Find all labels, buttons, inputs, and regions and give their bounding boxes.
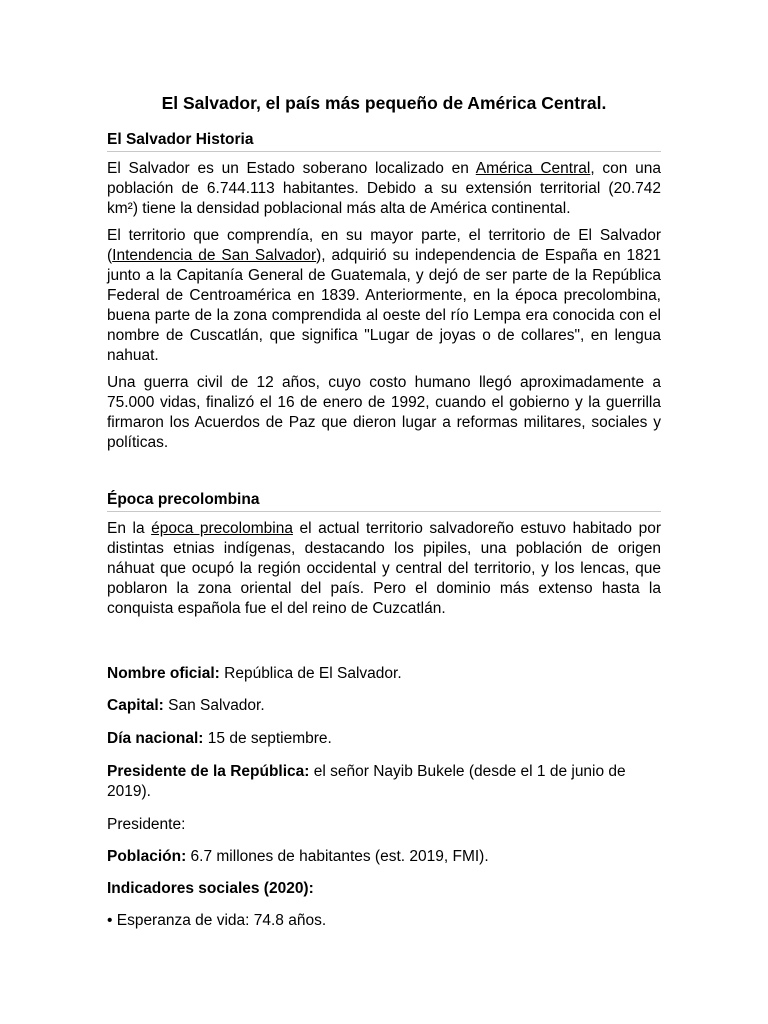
paragraph-text: El Salvador es un Estado soberano localizado en (107, 160, 476, 177)
section-precolombina (107, 490, 661, 619)
fact-value: San Salvador. (163, 697, 265, 714)
fact-presidente (107, 762, 667, 802)
paragraph-text: En la (107, 520, 152, 537)
fact-nombre-oficial (107, 664, 667, 684)
fact-value: 15 de septiembre. (203, 730, 332, 747)
fact-value: 6.7 millones de habitantes (est. 2019, FMI). (186, 848, 489, 865)
fact-presidente-2: Presidente: (107, 816, 186, 833)
fact-label: Día nacional: (107, 730, 204, 747)
fact-label: Nombre oficial: (107, 665, 220, 682)
section-heading-historia: El Salvador Historia (107, 130, 661, 152)
paragraph-precolombina (107, 519, 661, 619)
fact-dia-nacional (107, 729, 667, 749)
link-epoca-precolombina[interactable]: época precolombina (151, 520, 293, 537)
fact-capital (107, 696, 667, 716)
fact-poblacion (107, 847, 667, 867)
paragraph-text: el actual territorio salvadoreño estuvo habitado por distintas etnias indígenas, destacando los pipiles, una población de origen náhuat que ocupó la región occidental y central del territorio, y los lencas, que poblaron la zona oriental del país. Pero el dominio más extenso hasta la conquista española fue el del reino de Cuzcatlán. (107, 520, 661, 617)
fact-value: el señor Nayib Bukele (desde el 1 de junio de 2019). (107, 763, 626, 800)
fact-indicadores (107, 879, 667, 899)
section-heading-precolombina: Época precolombina (107, 490, 661, 512)
paragraph-historia-2 (107, 226, 661, 366)
link-america-central[interactable]: América Central (475, 160, 591, 177)
paragraph-text: ), adquirió su independencia de España en 1821 junto a la Capitanía General de Guatemala, y dejó de ser parte de la República Federal de Centroamérica en 1839. Anteriormente, en la época precolombina, buena parte de la zona comprendida al oeste del río Lempa era conocida con el nombre de Cuscatlán, que significa "Lugar de joyas o de collares", en lengua nahuat. (107, 247, 661, 364)
fact-label: Indicadores sociales (2020): (107, 880, 314, 897)
paragraph-text: El territorio que comprendía, en su mayor parte, el territorio de El Salvador ( (107, 227, 661, 264)
fact-label: Presidente de la República: (107, 763, 310, 780)
link-intendencia-san-salvador[interactable]: Intendencia de San Salvador (112, 247, 317, 264)
fact-value: República de El Salvador. (219, 665, 402, 682)
fact-label: Capital: (107, 697, 164, 714)
paragraph-text: , con una población de 6.744.113 habitantes. Debido a su extensión territorial (20.742 km²) tiene la densidad poblacional más alta de América continental. (107, 160, 661, 217)
document-title: El Salvador, el país más pequeño de América Central. (161, 93, 607, 113)
fact-label: Población: (107, 848, 187, 865)
fact-esperanza-vida: • Esperanza de vida: 74.8 años. (107, 912, 327, 929)
paragraph-historia-1 (107, 159, 661, 219)
paragraph-historia-3: Una guerra civil de 12 años, cuyo costo humano llegó aproximadamente a 75.000 vidas, finalizó el 16 de enero de 1992, cuando el gobierno y la guerrilla firmaron los Acuerdos de Paz que dieron lugar a reformas militares, sociales y políticas. (107, 374, 661, 451)
section-historia (107, 130, 661, 453)
